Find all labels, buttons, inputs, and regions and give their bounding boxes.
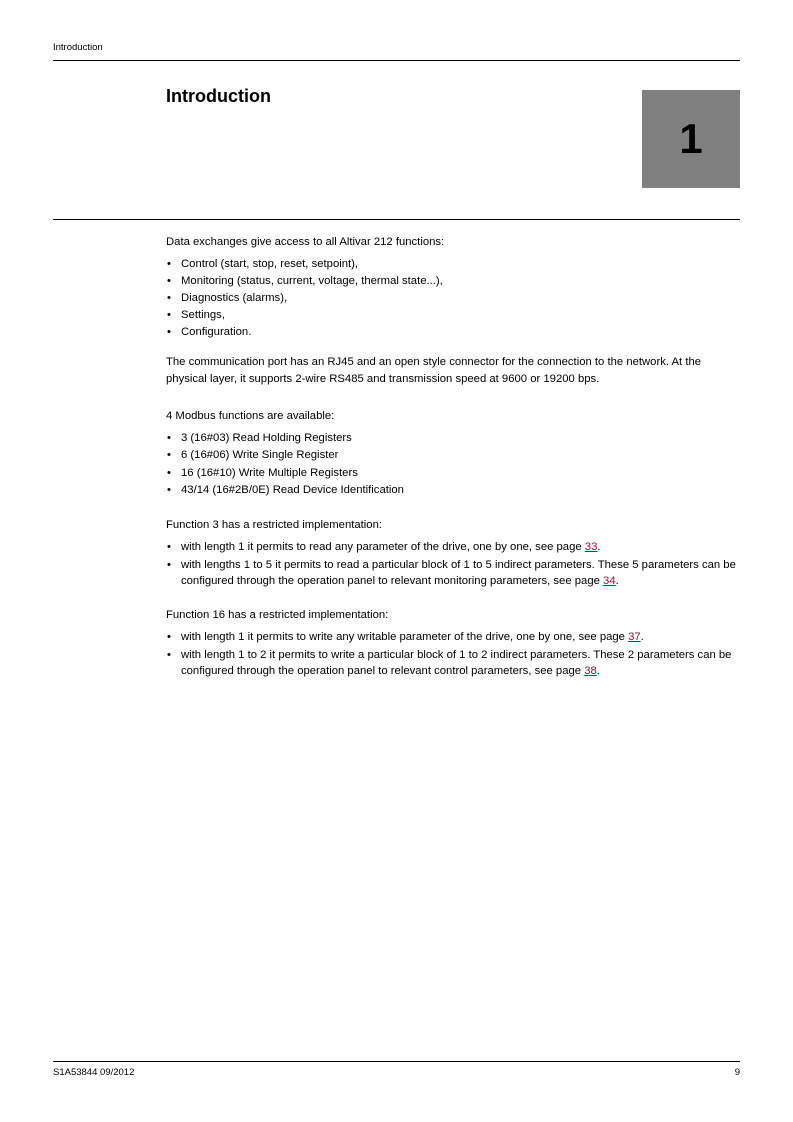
bullet: • (167, 432, 171, 444)
function3-list (166, 539, 738, 590)
list-item (166, 430, 738, 447)
list-item (166, 482, 738, 499)
punctuation: . (640, 631, 644, 643)
list-item-text: 3 (16#03) Read Holding Registers (181, 432, 352, 444)
port-paragraph: The communication port has an RJ45 and an open style connector for the connection to the network. At the physical layer, it supports 2-wire RS485 and transmission speed at 9600 or 19200 bps. (166, 356, 702, 385)
list-item-text: Settings, (181, 309, 225, 321)
footer-rule (53, 1061, 740, 1062)
bullet: • (167, 466, 171, 479)
list-item-text: Configuration. (181, 326, 252, 338)
bullet: • (167, 483, 171, 496)
list-item (166, 629, 738, 646)
bullet: • (167, 258, 171, 270)
bullet: • (167, 309, 171, 321)
page-title: Introduction (166, 86, 271, 106)
intro-lead: Data exchanges give access to all Altivar 212 functions: (166, 236, 445, 248)
bullet: • (167, 648, 171, 661)
running-header: Introduction (53, 42, 103, 53)
list-item-text: Monitoring (status, current, voltage, thermal state...), (181, 275, 443, 287)
punctuation: . (596, 665, 600, 677)
page-link-38[interactable]: 38 (584, 665, 597, 677)
bullet: • (167, 326, 171, 338)
chapter-number: 1 (679, 115, 703, 162)
list-item (166, 324, 738, 341)
list-item-text: with length 1 it permits to read any parameter of the drive, one by one, see page (181, 541, 585, 553)
list-item-text: 43/14 (16#2B/0E) Read Device Identification (181, 483, 404, 496)
bullet: • (167, 275, 171, 287)
list-item-text: with length 1 to 2 it permits to write a particular block of 1 to 2 indirect parameters. These 2 parameters can be configured through the operation panel to relevant control parameters, see page (181, 648, 732, 677)
list-item-text: Control (start, stop, reset, setpoint), (181, 258, 359, 270)
function16-lead: Function 16 has a restricted implementation: (166, 609, 389, 621)
list-item-text: with lengths 1 to 5 it permits to read a particular block of 1 to 5 indirect parameters. These 5 parameters can be configured through the operation panel to relevant monitoring parameters, see page (181, 558, 736, 587)
page-link-37[interactable]: 37 (628, 631, 641, 643)
page-link-33[interactable]: 33 (584, 541, 598, 553)
footer-doc-ref: S1A53844 09/2012 (53, 1067, 135, 1078)
list-item-text: with length 1 it permits to write any writable parameter of the drive, one by one, see page (181, 631, 629, 643)
punctuation: . (615, 575, 619, 587)
bullet: • (167, 449, 171, 462)
bullet: • (167, 558, 171, 571)
modbus-lead: 4 Modbus functions are available: (166, 410, 335, 422)
list-item (166, 647, 738, 680)
punctuation: . (597, 541, 601, 553)
footer-page-number: 9 (734, 1067, 740, 1078)
list-item (166, 273, 738, 290)
page-link-34[interactable]: 34 (603, 575, 616, 587)
header-rule (53, 60, 740, 61)
bullet: • (167, 541, 171, 553)
list-item (166, 256, 738, 273)
function16-list (166, 629, 738, 680)
list-item (166, 307, 738, 324)
function3-lead: Function 3 has a restricted implementation: (166, 519, 383, 531)
list-item-text: 6 (16#06) Write Single Register (181, 449, 339, 462)
bullet: • (167, 292, 171, 304)
intro-list (166, 256, 738, 341)
list-item (166, 557, 738, 590)
modbus-list (166, 430, 738, 499)
list-item (166, 447, 738, 464)
list-item (166, 465, 738, 482)
list-item (166, 539, 738, 556)
chapter-number-box (642, 90, 740, 188)
list-item-text: 16 (16#10) Write Multiple Registers (181, 466, 358, 479)
title-rule (53, 219, 740, 220)
list-item-text: Diagnostics (alarms), (181, 292, 288, 304)
bullet: • (167, 631, 171, 643)
list-item (166, 290, 738, 307)
